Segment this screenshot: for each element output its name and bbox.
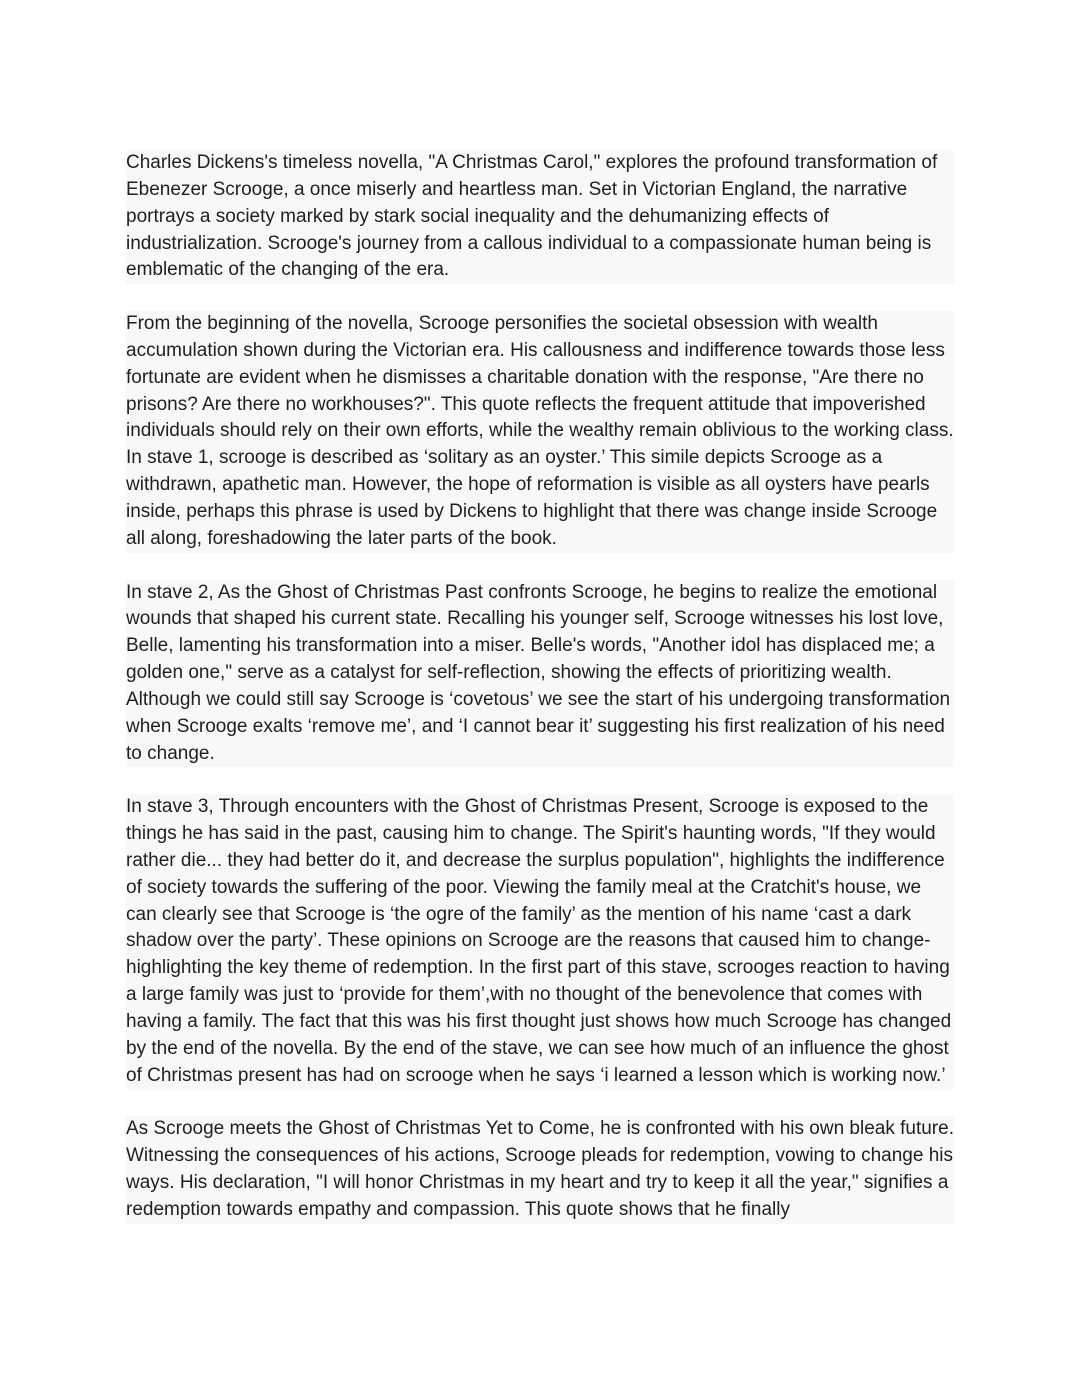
paragraph-stave-1: From the beginning of the novella, Scrooge personifies the societal obsession with wealth accumulation shown during the Victorian era. His callousness and indifference towards those less fortunate are evident when he dismisses a charitable donation with the response, "Are there no prisons? Are there no workhouses?". This quote reflects the frequent attitude that impoverished individuals should rely on their own efforts, while the wealthy remain oblivious to the working class. In stave 1, scrooge is described as ‘solitary as an oyster.’ This simile depicts Scrooge as a withdrawn, apathetic man. However, the hope of reformation is visible as all oysters have pearls inside, perhaps this phrase is used by Dickens to highlight that there was change inside Scrooge all along, foreshadowing the later parts of the book. bbox=[126, 311, 954, 553]
paragraph-introduction: Charles Dickens's timeless novella, "A Christmas Carol," explores the profound transformation of Ebenezer Scrooge, a once miserly and heartless man. Set in Victorian England, the narrative portrays a society marked by stark social inequality and the dehumanizing effects of industrialization. Scrooge's journey from a callous individual to a compassionate human being is emblematic of the changing of the era. bbox=[126, 150, 954, 284]
essay-body bbox=[126, 150, 954, 1224]
paragraph-stave-2: In stave 2, As the Ghost of Christmas Past confronts Scrooge, he begins to realize the emotional wounds that shaped his current state. Recalling his younger self, Scrooge witnesses his lost love, Belle, lamenting his transformation into a miser. Belle's words, "Another idol has displaced me; a golden one," serve as a catalyst for self-reflection, showing the effects of prioritizing wealth. Although we could still say Scrooge is ‘covetous’ we see the start of his undergoing transformation when Scrooge exalts ‘remove me’, and ‘I cannot bear it’ suggesting his first realization of his need to change. bbox=[126, 580, 954, 768]
paragraph-stave-3: In stave 3, Through encounters with the Ghost of Christmas Present, Scrooge is exposed to the things he has said in the past, causing him to change. The Spirit's haunting words, "If they would rather die... they had better do it, and decrease the surplus population", highlights the indifference of society towards the suffering of the poor. Viewing the family meal at the Cratchit's house, we can clearly see that Scrooge is ‘the ogre of the family’ as the mention of his name ‘cast a dark shadow over the party’. These opinions on Scrooge are the reasons that caused him to change-highlighting the key theme of redemption. In the first part of this stave, scrooges reaction to having a large family was just to ‘provide for them’,with no thought of the benevolence that comes with having a family. The fact that this was his first thought just shows how much Scrooge has changed by the end of the novella. By the end of the stave, we can see how much of an influence the ghost of Christmas present has had on scrooge when he says ‘i learned a lesson which is working now.’ bbox=[126, 794, 954, 1089]
paragraph-stave-4: As Scrooge meets the Ghost of Christmas Yet to Come, he is confronted with his own bleak future. Witnessing the consequences of his actions, Scrooge pleads for redemption, vowing to change his ways. His declaration, "I will honor Christmas in my heart and try to keep it all the year," signifies a redemption towards empathy and compassion. This quote shows that he finally bbox=[126, 1116, 954, 1223]
